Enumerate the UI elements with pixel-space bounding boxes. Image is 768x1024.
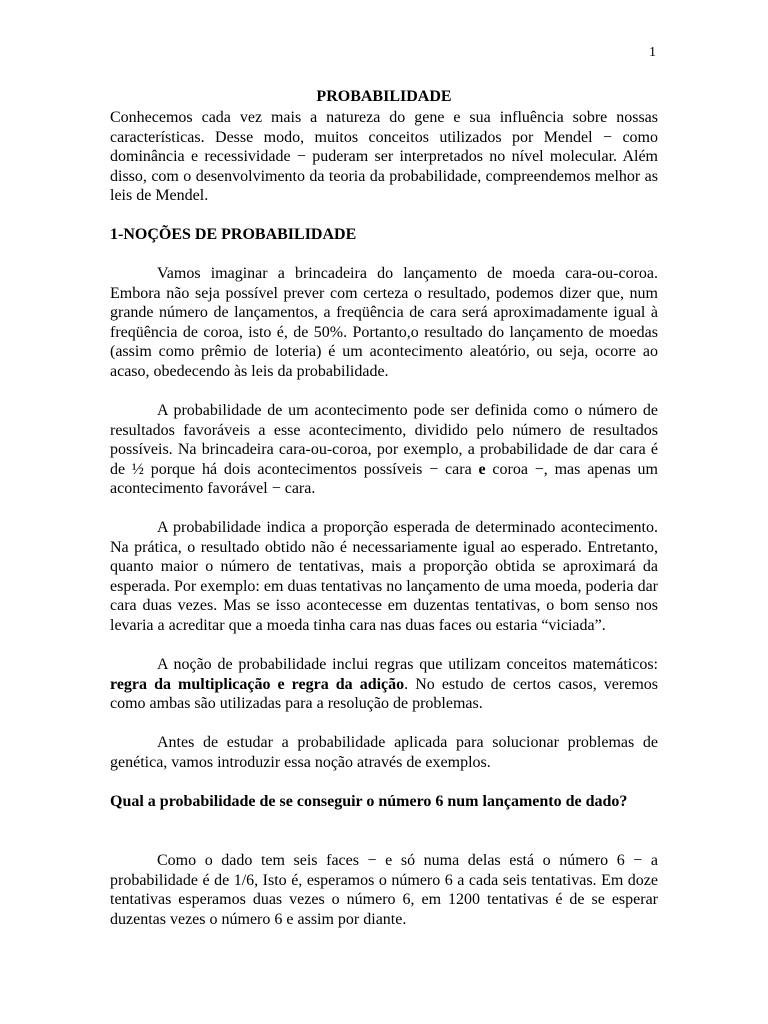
paragraph-definition xyxy=(110,401,658,499)
page-number: 1 xyxy=(649,45,656,60)
paragraph-dice-answer: Como o dado tem seis faces − e só numa delas está o número 6 − a probabilidade é de 1/6, Isto é, esperamos o número 6 a cada seis tentativas. Em doze tentativas esperamos duas vezes o número 6, em 1200 tentativas é de se esperar duzentas vezes o número 6 e assim por diante. xyxy=(110,852,658,928)
paragraph-definition-text-b: coroa −, mas apenas um acontecimento favorável − cara. xyxy=(110,460,658,497)
paragraph-definition-text-a: A probabilidade de um acontecimento pode ser definida como o número de resultados favoráveis a esse acontecimento, dividido pelo número de resultados possíveis. Na brincadeira cara-ou-coroa, por exemplo, a probabilidade de dar cara é de ½ porque há dois acontecimentos possíveis − cara xyxy=(110,402,658,478)
section-heading-nocoes: 1-NOÇÕES DE PROBABILIDADE xyxy=(110,226,357,243)
paragraph-examples-intro: Antes de estudar a probabilidade aplicada para solucionar problemas de genética, vamos introduzir essa noção através de exemplos. xyxy=(110,734,658,771)
paragraph-definition-bold-e: e xyxy=(478,460,486,478)
paragraph-rules-text-b: . No estudo de certos casos, veremos como ambas são utilizadas para a resolução de problemas. xyxy=(110,675,658,712)
paragraph-expected-proportion: A probabilidade indica a proporção esperada de determinado acontecimento. Na prática, o resultado obtido não é necessariamente igual ao esperado. Entretanto, quanto maior o número de tentativas, mais a proporção obtida se aproximará da esperada. Por exemplo: em duas tentativas no lançamento de uma moeda, poderia dar cara duas vezes. Mas se isso acontecesse em duzentas tentativas, o bom senso nos levaria a acreditar que a moeda tinha cara nas duas faces ou estaria “viciada”. xyxy=(110,519,658,634)
paragraph-rules xyxy=(110,655,658,714)
intro-paragraph: Conhecemos cada vez mais a natureza do gene e sua influência sobre nossas características. Desse modo, muitos conceitos utilizados por Mendel − como dominância e recessividade − puderam ser interpretados no nível molecular. Além disso, com o desenvolvimento da teoria da probabilidade, compreendemos melhor as leis de Mendel. xyxy=(110,109,658,204)
paragraph-rules-text-a: A noção de probabilidade inclui regras que utilizam conceitos matemáticos: xyxy=(157,656,658,673)
paragraph-rules-bold: regra da multiplicação e regra da adição xyxy=(110,675,405,693)
document-title: PROBABILIDADE xyxy=(316,88,452,105)
question-heading-dice: Qual a probabilidade de se conseguir o número 6 num lançamento de dado? xyxy=(110,793,628,810)
paragraph-coin-toss: Vamos imaginar a brincadeira do lançamento de moeda cara-ou-coroa. Embora não seja possível prever com certeza o resultado, podemos dizer que, num grande número de lançamentos, a freqüência de cara será aproximadamente igual à freqüência de coroa, isto é, de 50%. Portanto,o resultado do lançamento de moedas (assim como prêmio de loteria) é um acontecimento aleatório, ou seja, ocorre ao acaso, obedecendo às leis da probabilidade. xyxy=(110,265,658,380)
